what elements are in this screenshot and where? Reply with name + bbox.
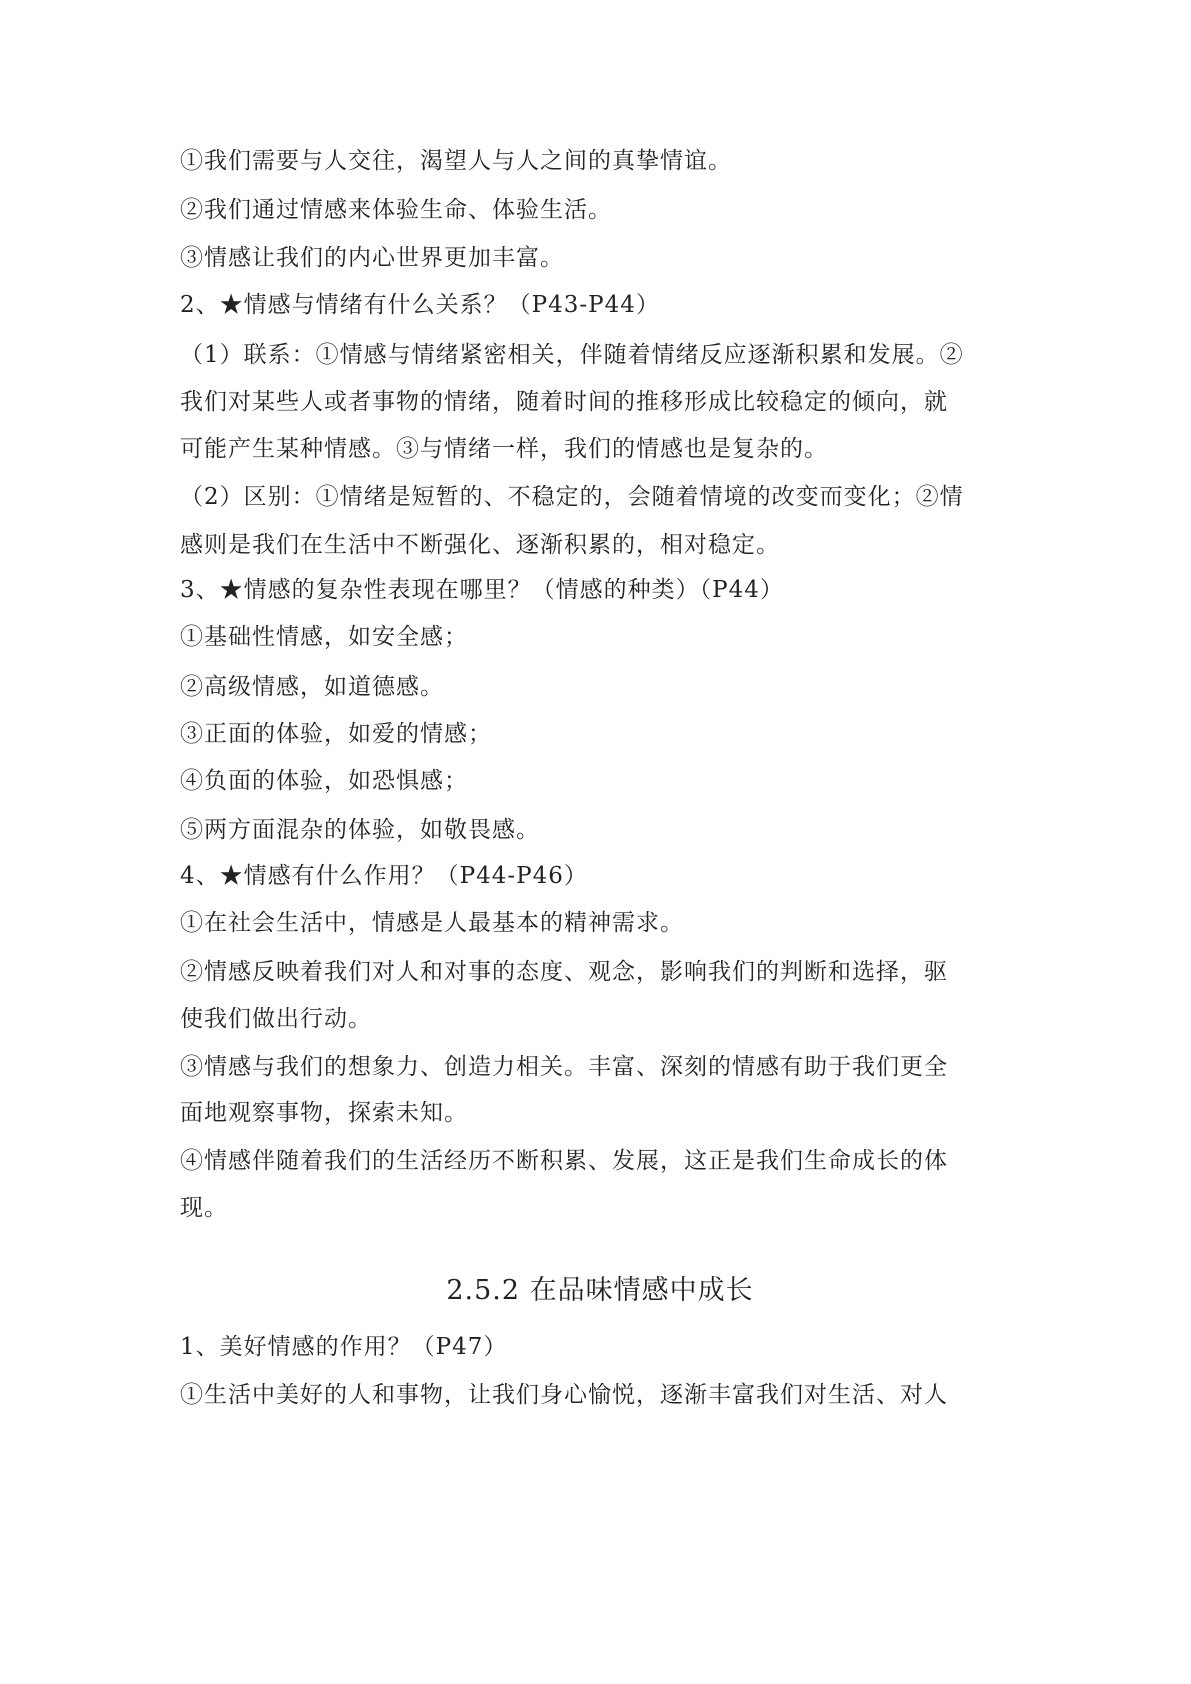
question-heading: 1、美好情感的作用？（P47） [180, 1334, 508, 1360]
question-heading: 3、★情感的复杂性表现在哪里？（情感的种类）（P44） [180, 577, 784, 603]
question-heading: 4、★情感有什么作用？（P44-P46） [180, 863, 588, 889]
text-line: 使我们做出行动。 [180, 1006, 372, 1032]
text-line: ①在社会生活中，情感是人最基本的精神需求。 [180, 910, 684, 936]
text-line: ①生活中美好的人和事物，让我们身心愉悦，逐渐丰富我们对生活、对人 [180, 1382, 948, 1408]
text-line: 感则是我们在生活中不断强化、逐渐积累的，相对稳定。 [180, 532, 780, 558]
text-line: （1）联系：①情感与情绪紧密相关，伴随着情绪反应逐渐积累和发展。② [180, 342, 964, 368]
text-line: ①基础性情感，如安全感； [180, 624, 468, 650]
text-line: 可能产生某种情感。③与情绪一样，我们的情感也是复杂的。 [180, 436, 828, 462]
text-line: （2）区别：①情绪是短暂的、不稳定的，会随着情境的改变而变化；②情 [180, 484, 964, 510]
question-heading: 2、★情感与情绪有什么关系？（P43-P44） [180, 292, 660, 318]
text-line: 现。 [180, 1195, 228, 1221]
section-heading: 2.5.2 在品味情感中成长 [446, 1275, 754, 1306]
text-line: ③正面的体验，如爱的情感； [180, 721, 492, 747]
text-line: ②高级情感，如道德感。 [180, 674, 444, 700]
text-line: ③情感让我们的内心世界更加丰富。 [180, 245, 564, 271]
text-line: ④情感伴随着我们的生活经历不断积累、发展，这正是我们生命成长的体 [180, 1148, 948, 1174]
text-line: ①我们需要与人交往，渴望人与人之间的真挚情谊。 [180, 148, 732, 174]
text-line: 我们对某些人或者事物的情绪，随着时间的推移形成比较稳定的倾向，就 [180, 389, 948, 415]
text-line: ②情感反映着我们对人和对事的态度、观念，影响我们的判断和选择，驱 [180, 959, 948, 985]
text-line: ⑤两方面混杂的体验，如敬畏感。 [180, 817, 540, 843]
text-line: 面地观察事物，探索未知。 [180, 1100, 468, 1126]
text-line: ④负面的体验，如恐惧感； [180, 768, 468, 794]
text-line: ③情感与我们的想象力、创造力相关。丰富、深刻的情感有助于我们更全 [180, 1054, 948, 1080]
text-line: ②我们通过情感来体验生命、体验生活。 [180, 197, 612, 223]
